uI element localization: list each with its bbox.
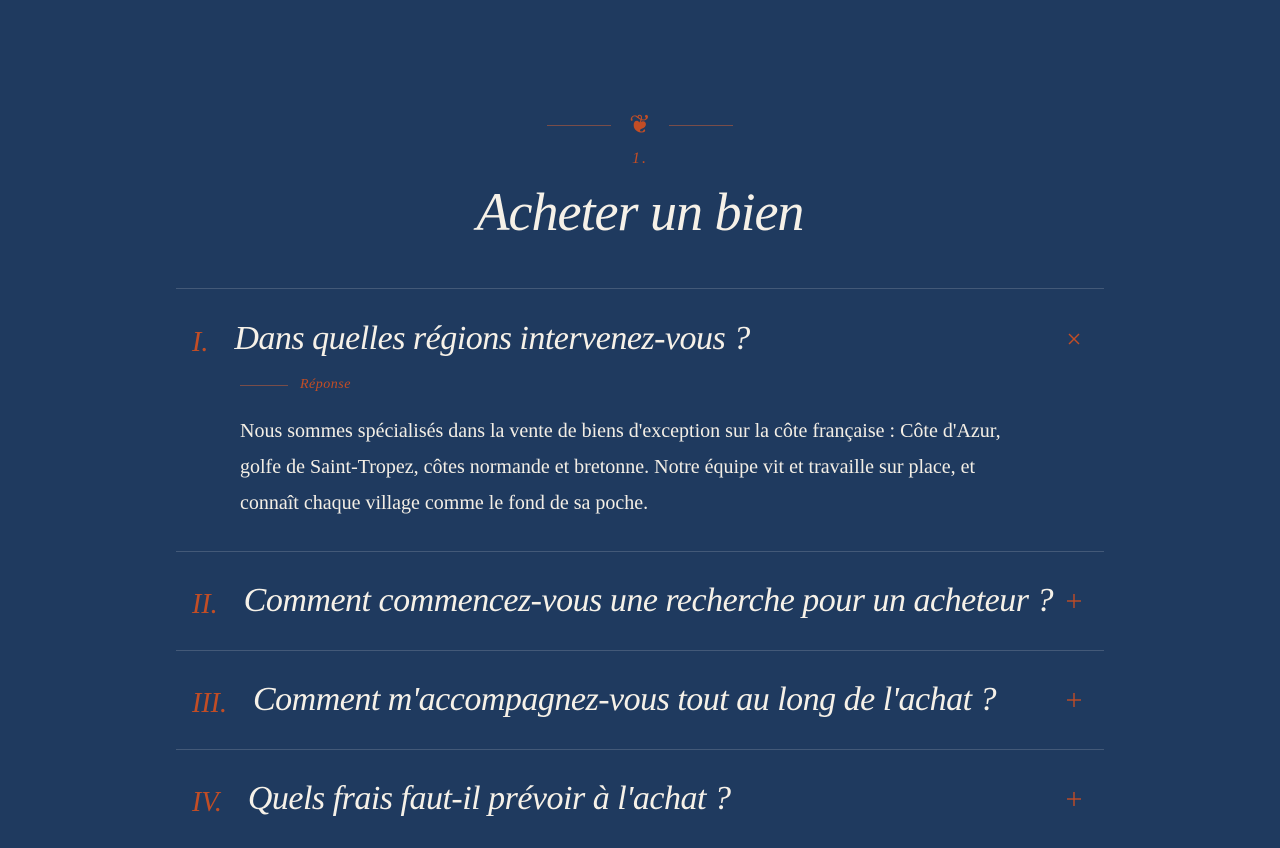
faq-question-toggle[interactable] [176,750,1104,848]
answer-label: Réponse [300,377,351,392]
divider [669,125,733,126]
close-icon[interactable] [1062,327,1086,351]
fleuron-icon: ❦ [629,110,651,140]
ornament-row [0,110,1280,140]
question-text: Comment commencez-vous une recherche pour un acheteur ? [243,582,1053,619]
plus-icon[interactable] [1062,787,1086,811]
faq-question-toggle[interactable] [176,289,1104,389]
question-text: Dans quelles régions intervenez-vous ? [234,320,750,357]
faq-list [176,288,1104,848]
divider [240,385,288,386]
faq-item [176,749,1104,848]
faq-question-toggle[interactable] [176,552,1104,650]
plus-icon[interactable] [1062,688,1086,712]
faq-answer [176,377,1104,551]
question-number: II. [192,589,218,620]
faq-item [176,650,1104,749]
section-number: 1. [632,150,648,167]
divider [547,125,611,126]
plus-icon[interactable] [1062,589,1086,613]
answer-text: Nous sommes spécialisés dans la vente de biens d'exception sur la côte française : Côte d'Azur, golfe de Saint-Tropez, côtes normande et bretonne. Notre équipe vit et travaille sur place, et connaît chaque village comme le fond de sa poche. [240,420,1001,514]
faq-item [176,551,1104,650]
question-number: IV. [192,787,222,818]
question-text: Comment m'accompagnez-vous tout au long de l'achat ? [252,681,997,718]
question-number: III. [192,688,227,719]
question-number: I. [192,327,209,358]
section-title: Acheter un bien [476,182,804,242]
section-header [0,110,1280,244]
faq-question-toggle[interactable] [176,651,1104,749]
question-text: Quels frais faut-il prévoir à l'achat ? [247,780,731,817]
faq-item [176,288,1104,551]
